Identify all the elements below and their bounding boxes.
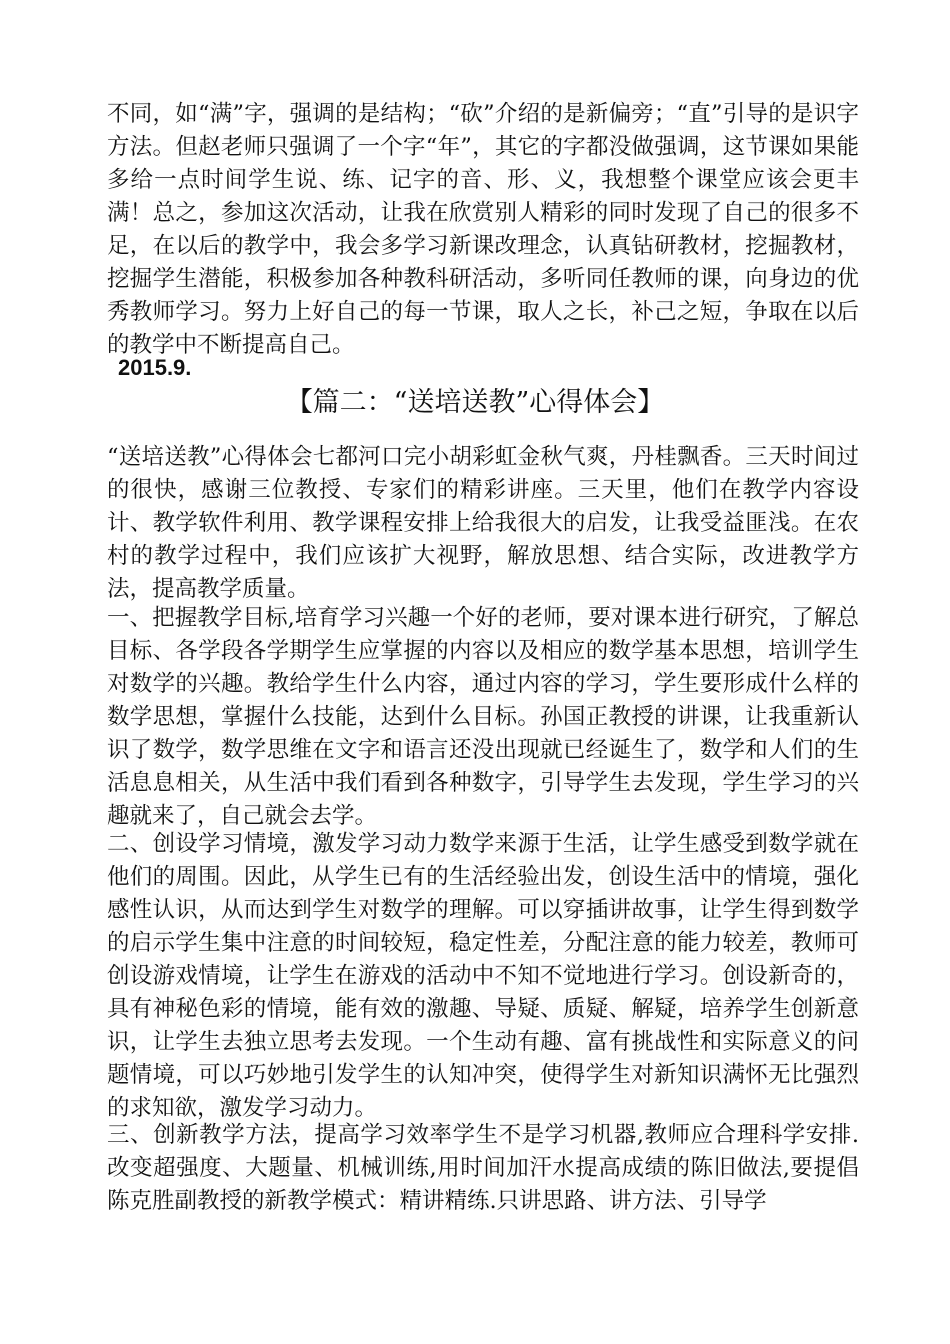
paragraph-continued: 不同，如“满”字，强调的是结构；“砍”介绍的是新偏旁；“直”引导的是识字方法。但赵老师只强调了一个字“年”，其它的字都没做强调，这节课如果能多给一点时间学生说、练、记字的音、形、义，我想整个课堂应该会更丰满！总之，参加这次活动，让我在欣赏别人精彩的同时发现了自己的很多不足，在以后的教学中，我会多学习新课改理念，认真钻研教材，挖掘教材，挖掘学生潜能，积极参加各种教科研活动，多听同任教师的课，向身边的优秀教师学习。努力上好自己的每一节课，取人之长，补己之短，争取在以后的教学中不断提高自己。 <box>107 101 859 358</box>
paragraph-section-3: 三、创新教学方法，提高学习效率学生不是学习机器,教师应合理科学安排.改变超强度、大题量、机械训练,用时间加汗水提高成绩的陈旧做法,要提倡陈克胜副教授的新教学模式：精讲精练.只讲思路、讲方法、引导学 <box>107 1122 859 1214</box>
section-heading: 【篇二：“送培送教”心得体会】 <box>285 387 665 418</box>
paragraph-intro: “送培送教”心得体会七都河口完小胡彩虹金秋气爽，丹桂飘香。三天时间过的很快，感谢三位教授、专家们的精彩讲座。三天里，他们在教学内容设计、教学软件利用、教学课程安排上给我很大的启发，让我受益匪浅。在农村的教学过程中，我们应该扩大视野，解放思想、结合实际，改进教学方法，提高教学质量。 <box>107 444 859 602</box>
date-stamp: 2015.9. <box>118 355 192 380</box>
paragraph-section-1: 一、把握教学目标,培育学习兴趣一个好的老师，要对课本进行研究，了解总目标、各学段各学期学生应掌握的内容以及相应的数学基本思想，培训学生对数学的兴趣。教给学生什么内容，通过内容的学习，学生要形成什么样的数学思想，掌握什么技能，达到什么目标。孙国正教授的讲课，让我重新认识了数学，数学思维在文字和语言还没出现就已经诞生了，数学和人们的生活息息相关，从生活中我们看到各种数字，引导学生去发现，学生学习的兴趣就来了，自己就会去学。 <box>107 605 859 829</box>
paragraph-section-2: 二、创设学习情境，激发学习动力数学来源于生活，让学生感受到数学就在他们的周围。因此，从学生已有的生活经验出发，创设生活中的情境，强化感性认识，从而达到学生对数学的理解。可以穿插讲故事，让学生得到数学的启示学生集中注意的时间较短，稳定性差，分配注意的能力较差，教师可创设游戏情境，让学生在游戏的活动中不知不觉地进行学习。创设新奇的，具有神秘色彩的情境，能有效的激趣、导疑、质疑、解疑，培养学生创新意识，让学生去独立思考去发现。一个生动有趣、富有挑战性和实际意义的问题情境，可以巧妙地引发学生的认知冲突，使得学生对新知识满怀无比强烈的求知欲，激发学习动力。 <box>107 831 859 1121</box>
